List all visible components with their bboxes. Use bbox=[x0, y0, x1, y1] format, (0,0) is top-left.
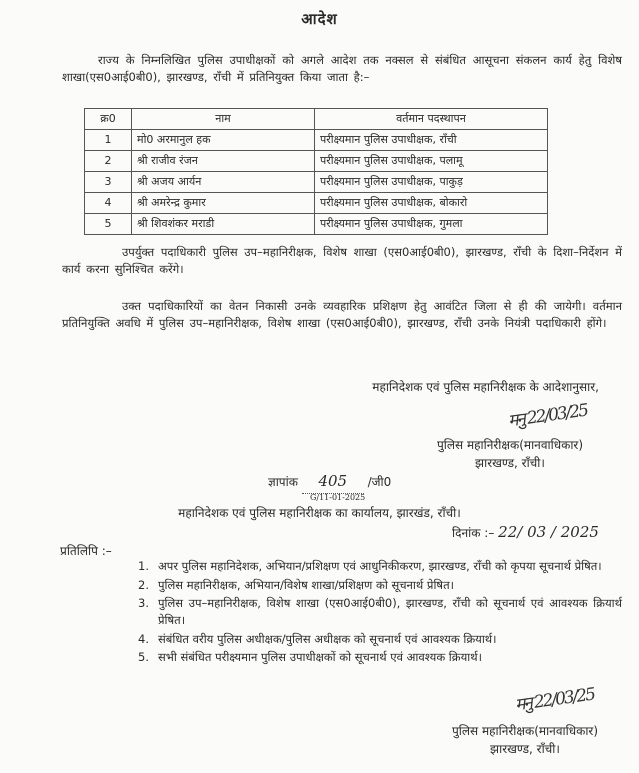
table-row bbox=[85, 151, 548, 172]
table-row bbox=[85, 172, 548, 193]
list-item-text: संबंधित वरीय पुलिस अधीक्षक/पुलिस अधीक्षक को सूचनार्थ एवं आवश्यक क्रियार्थ। bbox=[158, 631, 497, 646]
office-line: महानिदेशक एवं पुलिस महानिरीक्षक का कार्यालय, झारखंड, राँची। bbox=[178, 506, 461, 520]
memo-suffix: /जी0 bbox=[367, 475, 392, 489]
row-serial: 1 bbox=[85, 130, 132, 151]
list-item bbox=[138, 558, 622, 575]
list-item bbox=[138, 577, 622, 594]
row-name: श्री अमरेन्द्र कुमार bbox=[132, 193, 315, 214]
row-posting: परीक्ष्यमान पुलिस उपाधीक्षक, पलामू bbox=[315, 151, 548, 172]
list-item-number: 1. bbox=[138, 559, 149, 573]
list-item-text: अपर पुलिस महानिदेशक, अभियान/प्रशिक्षण एवं आधुनिकीकरण, झारखण्ड, राँची को कृपया सूचनार्थ प्रेषित। bbox=[158, 559, 602, 573]
row-posting: परीक्ष्यमान पुलिस उपाधीक्षक, पाकुड़ bbox=[315, 172, 548, 193]
header-posting: वर्तमान पदस्थापन bbox=[315, 109, 548, 130]
signature-2: मनु 22/03/25 bbox=[513, 684, 596, 716]
row-serial: 3 bbox=[85, 172, 132, 193]
table-row bbox=[85, 130, 548, 151]
signer-designation: पुलिस महानिरीक्षक(मानवाधिकार) bbox=[436, 438, 584, 452]
table-header-row bbox=[85, 109, 548, 130]
intro-paragraph: राज्य के निम्नलिखित पुलिस उपाधीक्षकों को अगले आदेश तक नक्सल से संबंधित आसूचना संकलन कार्य हेतु विशेष शाखा(एस0आई0बी0), झारखण्ड, राँची में प्रतिनियुक्त किया जाता है:– bbox=[62, 53, 622, 85]
document-title: आदेश bbox=[301, 10, 338, 28]
list-item-number: 3. bbox=[138, 596, 149, 611]
header-name: नाम bbox=[132, 109, 315, 130]
signer-block-1 bbox=[410, 436, 610, 472]
date-value: 22/ 03 / 2025 bbox=[498, 523, 599, 541]
salary-paragraph: उक्त पदाधिकारियों का वेतन निकासी उनके व्यवहारिक प्रशिक्षण हेतु आवंटित जिला से ही की जायेगी। वर्तमान प्रतिनियुक्ति अवधि में पुलिस उप–महानिरीक्षक, विशेष शाखा (एस0आई0बी0), झारखण्ड, राँची उनके नियंत्री पदाधिकारी होंगे। bbox=[62, 299, 622, 331]
row-posting: परीक्ष्यमान पुलिस उपाधीक्षक, राँची bbox=[315, 130, 548, 151]
date-line bbox=[452, 521, 599, 544]
row-name: मो0 अरमानुल हक bbox=[132, 130, 315, 151]
copy-to-list bbox=[138, 558, 622, 668]
list-item bbox=[138, 649, 622, 666]
table-row bbox=[85, 193, 548, 214]
signer-block-2 bbox=[425, 722, 625, 758]
list-item-number: 4. bbox=[138, 631, 149, 646]
header-serial: क्र0 bbox=[85, 109, 132, 130]
row-name: श्री राजीव रंजन bbox=[132, 151, 315, 172]
signer-designation: पुलिस महानिरीक्षक(मानवाधिकार) bbox=[451, 724, 599, 738]
list-item-number: 5. bbox=[138, 650, 149, 665]
signer-location: झारखण्ड, राँची। bbox=[490, 742, 560, 756]
row-name: श्री शिवशंकर मराडी bbox=[132, 214, 315, 235]
list-item bbox=[138, 631, 622, 648]
signer-location: झारखण्ड, राँची। bbox=[475, 456, 545, 470]
order-authority-line: महानिदेशक एवं पुलिस महानिरीक्षक के आदेशानुसार, bbox=[372, 380, 599, 394]
list-item-number: 2. bbox=[138, 577, 149, 592]
list-item-text: सभी संबंधित परीक्ष्यमान पुलिस उपाधीक्षकों को सूचनार्थ एवं आवश्यक क्रियार्थ। bbox=[158, 650, 482, 665]
row-name: श्री अजय आर्यन bbox=[132, 172, 315, 193]
direction-paragraph: उपर्युक्त पदाधिकारी पुलिस उप–महानिरीक्षक, विशेष शाखा (एस0आई0बी0), झारखण्ड, राँची के दिशा–निर्देशन में कार्य करना सुनिश्चित करेंगे। bbox=[62, 245, 622, 277]
list-item-text: पुलिस महानिरीक्षक, अभियान/विशेष शाखा/प्रशिक्षण को सूचनार्थ प्रेषित। bbox=[158, 577, 454, 592]
signature-1: मनु 22/03/25 bbox=[506, 400, 589, 432]
table-row bbox=[85, 214, 548, 235]
row-posting: परीक्ष्यमान पुलिस उपाधीक्षक, गुमला bbox=[315, 214, 548, 235]
row-serial: 5 bbox=[85, 214, 132, 235]
memo-line bbox=[268, 470, 391, 494]
officer-table bbox=[84, 108, 548, 235]
memo-prefix: ज्ञापांक bbox=[268, 475, 298, 489]
list-item-text: पुलिस उप–महानिरीक्षक, विशेष शाखा (एस0आई0बी0), झारखण्ड, राँची को सूचनार्थ एवं आवश्यक क्रियार्थ प्रेषित। bbox=[158, 596, 622, 628]
row-posting: परीक्ष्यमान पुलिस उपाधीक्षक, बोकारो bbox=[315, 193, 548, 214]
list-item bbox=[138, 595, 622, 628]
memo-number: 405 bbox=[302, 470, 364, 494]
row-serial: 2 bbox=[85, 151, 132, 172]
memo-file-code: G/11-01-2025 bbox=[310, 493, 366, 502]
row-serial: 4 bbox=[85, 193, 132, 214]
date-label: दिनांक :– bbox=[452, 526, 495, 540]
copy-to-label: प्रतिलिपि :– bbox=[60, 544, 112, 558]
